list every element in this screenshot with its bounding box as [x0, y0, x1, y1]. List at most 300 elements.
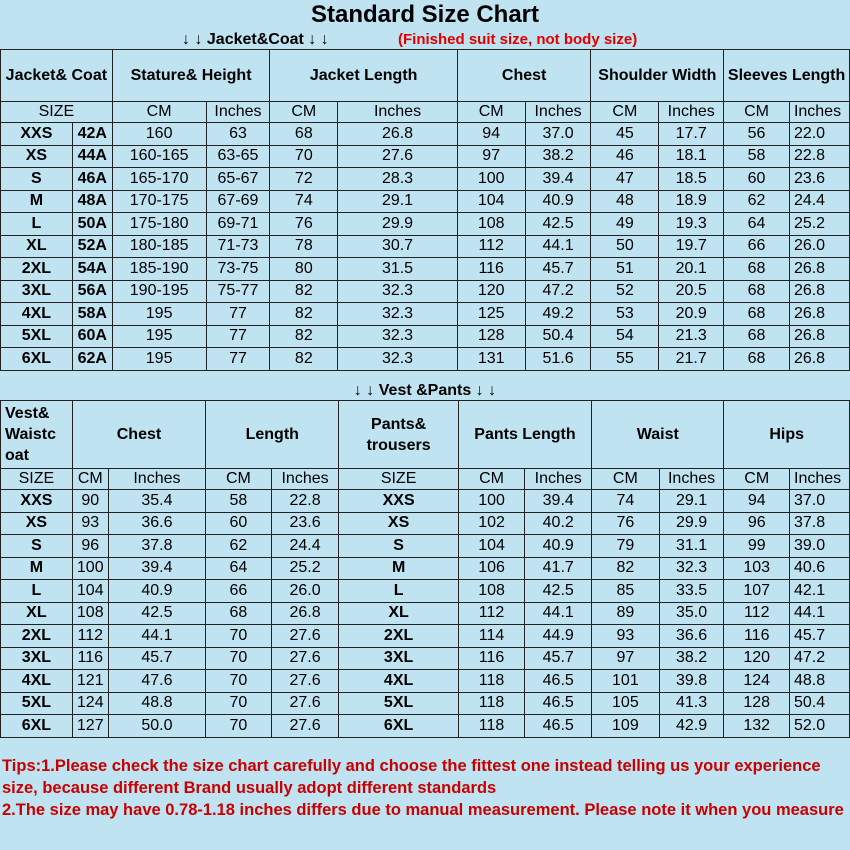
units-cell: CM — [72, 469, 108, 490]
value-cell: 70 — [206, 670, 272, 693]
units-cell: Inches — [659, 102, 724, 123]
value-cell: 76 — [270, 213, 338, 236]
size-cell: 50A — [72, 213, 112, 236]
table-row — [1, 348, 850, 371]
size-cell: 62A — [72, 348, 112, 371]
value-cell: 29.1 — [659, 490, 724, 513]
jacket-units-row — [1, 102, 850, 123]
value-cell: 46.5 — [525, 670, 592, 693]
value-cell: 44.1 — [525, 235, 591, 258]
value-cell: 33.5 — [659, 580, 724, 603]
value-cell: 28.3 — [338, 168, 458, 191]
value-cell: 118 — [458, 670, 525, 693]
value-cell: 58 — [724, 145, 790, 168]
table-row — [1, 213, 850, 236]
value-cell: 105 — [592, 692, 660, 715]
value-cell: 68 — [206, 602, 272, 625]
value-cell: 190-195 — [112, 280, 206, 303]
value-cell: 52.0 — [790, 715, 850, 738]
value-cell: 101 — [592, 670, 660, 693]
value-cell: 63 — [206, 123, 270, 146]
units-cell: SIZE — [1, 469, 73, 490]
units-cell: CM — [458, 469, 525, 490]
value-cell: 25.2 — [789, 213, 849, 236]
value-cell: 75-77 — [206, 280, 270, 303]
jacket-header-cell: Jacket& Coat — [1, 50, 113, 102]
value-cell: 71-73 — [206, 235, 270, 258]
value-cell: 60 — [724, 168, 790, 191]
size-cell: 6XL — [339, 715, 458, 738]
value-cell: 17.7 — [659, 123, 724, 146]
value-cell: 48 — [591, 190, 659, 213]
value-cell: 102 — [458, 512, 525, 535]
value-cell: 64 — [206, 557, 272, 580]
value-cell: 32.3 — [338, 348, 458, 371]
value-cell: 116 — [457, 258, 525, 281]
value-cell: 97 — [457, 145, 525, 168]
value-cell: 31.1 — [659, 535, 724, 558]
jacket-header-cell: Sleeves Length — [724, 50, 850, 102]
value-cell: 108 — [457, 213, 525, 236]
value-cell: 62 — [206, 535, 272, 558]
value-cell: 40.2 — [525, 512, 592, 535]
value-cell: 165-170 — [112, 168, 206, 191]
value-cell: 42.9 — [659, 715, 724, 738]
units-cell: CM — [592, 469, 660, 490]
value-cell: 120 — [724, 647, 790, 670]
units-cell: Inches — [525, 102, 591, 123]
value-cell: 67-69 — [206, 190, 270, 213]
size-cell: XL — [339, 602, 458, 625]
size-cell: XL — [1, 602, 73, 625]
value-cell: 132 — [724, 715, 790, 738]
tip-1: Tips:1.Please check the size chart carefully and choose the fittest one instead telling us your experience size, because different Brand usually adopt different standards — [2, 757, 821, 797]
table-row — [1, 325, 850, 348]
vest-header-cell: Vest& Waistc oat — [1, 401, 73, 469]
value-cell: 68 — [270, 123, 338, 146]
value-cell: 56 — [724, 123, 790, 146]
value-cell: 160 — [112, 123, 206, 146]
value-cell: 38.2 — [659, 647, 724, 670]
size-cell: 6XL — [1, 715, 73, 738]
value-cell: 124 — [724, 670, 790, 693]
pants-header-cell: Pants Length — [458, 401, 591, 469]
table-row — [1, 190, 850, 213]
table-row — [1, 602, 850, 625]
value-cell: 18.5 — [659, 168, 724, 191]
value-cell: 42.5 — [108, 602, 205, 625]
value-cell: 21.3 — [659, 325, 724, 348]
value-cell: 46.5 — [525, 715, 592, 738]
value-cell: 27.6 — [271, 692, 339, 715]
value-cell: 82 — [270, 348, 338, 371]
value-cell: 50.4 — [525, 325, 591, 348]
table-row — [1, 625, 850, 648]
value-cell: 22.8 — [271, 490, 339, 513]
size-cell: XXS — [1, 490, 73, 513]
value-cell: 107 — [724, 580, 790, 603]
units-cell: Inches — [789, 102, 849, 123]
value-cell: 37.8 — [108, 535, 205, 558]
jacket-section-note: (Finished suit size, not body size) — [398, 31, 638, 48]
value-cell: 47.2 — [790, 647, 850, 670]
tips-block — [2, 755, 848, 821]
value-cell: 32.3 — [659, 557, 724, 580]
value-cell: 51.6 — [525, 348, 591, 371]
value-cell: 52 — [591, 280, 659, 303]
value-cell: 112 — [724, 602, 790, 625]
value-cell: 82 — [270, 280, 338, 303]
value-cell: 27.6 — [271, 625, 339, 648]
table-row — [1, 235, 850, 258]
value-cell: 37.0 — [790, 490, 850, 513]
value-cell: 42.5 — [525, 580, 592, 603]
value-cell: 24.4 — [789, 190, 849, 213]
pants-header-cell: Pants& trousers — [339, 401, 458, 469]
vest-header-cell: Chest — [72, 401, 205, 469]
value-cell: 104 — [72, 580, 108, 603]
value-cell: 128 — [724, 692, 790, 715]
value-cell: 26.8 — [789, 258, 849, 281]
size-cell: 5XL — [1, 325, 73, 348]
size-cell: XXS — [1, 123, 73, 146]
value-cell: 90 — [72, 490, 108, 513]
value-cell: 131 — [457, 348, 525, 371]
value-cell: 29.9 — [659, 512, 724, 535]
size-cell: 5XL — [1, 692, 73, 715]
value-cell: 120 — [457, 280, 525, 303]
value-cell: 39.0 — [790, 535, 850, 558]
value-cell: 19.3 — [659, 213, 724, 236]
value-cell: 62 — [724, 190, 790, 213]
size-cell: L — [1, 580, 73, 603]
value-cell: 48.8 — [108, 692, 205, 715]
value-cell: 44.1 — [108, 625, 205, 648]
size-cell: 2XL — [339, 625, 458, 648]
value-cell: 26.8 — [271, 602, 339, 625]
value-cell: 68 — [724, 258, 790, 281]
table-row — [1, 303, 850, 326]
value-cell: 40.6 — [790, 557, 850, 580]
value-cell: 77 — [206, 348, 270, 371]
value-cell: 51 — [591, 258, 659, 281]
units-cell: CM — [724, 469, 790, 490]
value-cell: 175-180 — [112, 213, 206, 236]
value-cell: 70 — [206, 625, 272, 648]
size-cell: 2XL — [1, 625, 73, 648]
value-cell: 45.7 — [525, 258, 591, 281]
value-cell: 121 — [72, 670, 108, 693]
value-cell: 82 — [270, 303, 338, 326]
value-cell: 42.5 — [525, 213, 591, 236]
value-cell: 170-175 — [112, 190, 206, 213]
units-cell: SIZE — [339, 469, 458, 490]
units-cell: CM — [270, 102, 338, 123]
value-cell: 93 — [592, 625, 660, 648]
size-cell: XS — [339, 512, 458, 535]
units-cell: CM — [457, 102, 525, 123]
value-cell: 39.4 — [108, 557, 205, 580]
vest-section-label: ↓ ↓ Vest &Pants ↓ ↓ — [353, 382, 497, 399]
value-cell: 31.5 — [338, 258, 458, 281]
value-cell: 116 — [72, 647, 108, 670]
table-row — [1, 168, 850, 191]
size-cell: 6XL — [1, 348, 73, 371]
jacket-size-table — [0, 49, 850, 371]
value-cell: 116 — [458, 647, 525, 670]
value-cell: 53 — [591, 303, 659, 326]
value-cell: 47 — [591, 168, 659, 191]
value-cell: 116 — [724, 625, 790, 648]
value-cell: 27.6 — [271, 715, 339, 738]
size-cell: 4XL — [1, 670, 73, 693]
value-cell: 49 — [591, 213, 659, 236]
tip-2: 2.The size may have 0.78-1.18 inches differs due to manual measurement. Please note it when you measure — [2, 801, 844, 819]
value-cell: 180-185 — [112, 235, 206, 258]
table-row — [1, 280, 850, 303]
size-cell: M — [339, 557, 458, 580]
size-cell: 42A — [72, 123, 112, 146]
value-cell: 104 — [458, 535, 525, 558]
jacket-section-header — [0, 31, 850, 49]
size-cell: XS — [1, 145, 73, 168]
value-cell: 39.4 — [525, 490, 592, 513]
table-row — [1, 145, 850, 168]
value-cell: 89 — [592, 602, 660, 625]
value-cell: 74 — [592, 490, 660, 513]
value-cell: 44.9 — [525, 625, 592, 648]
value-cell: 40.9 — [108, 580, 205, 603]
value-cell: 96 — [724, 512, 790, 535]
jacket-header-cell: Shoulder Width — [591, 50, 724, 102]
size-cell: 56A — [72, 280, 112, 303]
value-cell: 106 — [458, 557, 525, 580]
size-cell: M — [1, 190, 73, 213]
value-cell: 63-65 — [206, 145, 270, 168]
value-cell: 40.9 — [525, 190, 591, 213]
value-cell: 36.6 — [108, 512, 205, 535]
value-cell: 41.3 — [659, 692, 724, 715]
value-cell: 26.8 — [789, 348, 849, 371]
units-cell: Inches — [338, 102, 458, 123]
value-cell: 79 — [592, 535, 660, 558]
table-row — [1, 580, 850, 603]
value-cell: 36.6 — [659, 625, 724, 648]
size-cell: S — [339, 535, 458, 558]
value-cell: 55 — [591, 348, 659, 371]
value-cell: 68 — [724, 280, 790, 303]
value-cell: 100 — [457, 168, 525, 191]
value-cell: 70 — [270, 145, 338, 168]
value-cell: 58 — [206, 490, 272, 513]
units-cell: CM — [724, 102, 790, 123]
size-cell: 52A — [72, 235, 112, 258]
size-cell: XS — [1, 512, 73, 535]
value-cell: 22.8 — [789, 145, 849, 168]
size-cell: 3XL — [1, 647, 73, 670]
value-cell: 82 — [270, 325, 338, 348]
vest-header-cell: Length — [206, 401, 339, 469]
size-cell: 4XL — [339, 670, 458, 693]
value-cell: 26.8 — [789, 303, 849, 326]
value-cell: 54 — [591, 325, 659, 348]
size-cell: L — [339, 580, 458, 603]
value-cell: 50.0 — [108, 715, 205, 738]
pants-header-cell: Hips — [724, 401, 850, 469]
value-cell: 23.6 — [271, 512, 339, 535]
value-cell: 195 — [112, 325, 206, 348]
value-cell: 45.7 — [790, 625, 850, 648]
value-cell: 46 — [591, 145, 659, 168]
value-cell: 27.6 — [338, 145, 458, 168]
value-cell: 74 — [270, 190, 338, 213]
value-cell: 48.8 — [790, 670, 850, 693]
value-cell: 68 — [724, 348, 790, 371]
value-cell: 66 — [206, 580, 272, 603]
value-cell: 27.6 — [271, 647, 339, 670]
value-cell: 77 — [206, 303, 270, 326]
units-cell: Inches — [108, 469, 205, 490]
value-cell: 32.3 — [338, 325, 458, 348]
table-row — [1, 692, 850, 715]
value-cell: 47.2 — [525, 280, 591, 303]
value-cell: 20.5 — [659, 280, 724, 303]
value-cell: 66 — [724, 235, 790, 258]
table-row — [1, 670, 850, 693]
size-cell: 3XL — [339, 647, 458, 670]
units-cell: CM — [112, 102, 206, 123]
value-cell: 60 — [206, 512, 272, 535]
value-cell: 160-165 — [112, 145, 206, 168]
value-cell: 32.3 — [338, 303, 458, 326]
size-cell: 54A — [72, 258, 112, 281]
units-cell: Inches — [525, 469, 592, 490]
units-cell: Inches — [206, 102, 270, 123]
size-cell: 2XL — [1, 258, 73, 281]
value-cell: 70 — [206, 647, 272, 670]
jacket-section-label: ↓ ↓ Jacket&Coat ↓ ↓ — [182, 31, 329, 48]
value-cell: 37.0 — [525, 123, 591, 146]
value-cell: 29.9 — [338, 213, 458, 236]
value-cell: 44.1 — [525, 602, 592, 625]
value-cell: 20.1 — [659, 258, 724, 281]
value-cell: 18.1 — [659, 145, 724, 168]
jacket-header-row — [1, 50, 850, 102]
value-cell: 46.5 — [525, 692, 592, 715]
value-cell: 25.2 — [271, 557, 339, 580]
value-cell: 99 — [724, 535, 790, 558]
value-cell: 70 — [206, 715, 272, 738]
value-cell: 50 — [591, 235, 659, 258]
value-cell: 26.8 — [789, 325, 849, 348]
value-cell: 76 — [592, 512, 660, 535]
value-cell: 20.9 — [659, 303, 724, 326]
value-cell: 103 — [724, 557, 790, 580]
units-cell: Inches — [271, 469, 339, 490]
value-cell: 124 — [72, 692, 108, 715]
units-cell: SIZE — [1, 102, 113, 123]
value-cell: 39.8 — [659, 670, 724, 693]
vest-pants-size-table — [0, 400, 850, 738]
value-cell: 104 — [457, 190, 525, 213]
value-cell: 40.9 — [525, 535, 592, 558]
table-row — [1, 258, 850, 281]
value-cell: 78 — [270, 235, 338, 258]
value-cell: 70 — [206, 692, 272, 715]
value-cell: 24.4 — [271, 535, 339, 558]
value-cell: 127 — [72, 715, 108, 738]
value-cell: 112 — [458, 602, 525, 625]
value-cell: 68 — [724, 303, 790, 326]
value-cell: 35.4 — [108, 490, 205, 513]
value-cell: 30.7 — [338, 235, 458, 258]
value-cell: 93 — [72, 512, 108, 535]
size-cell: 58A — [72, 303, 112, 326]
units-cell: CM — [206, 469, 272, 490]
value-cell: 45.7 — [108, 647, 205, 670]
table-row — [1, 557, 850, 580]
value-cell: 39.4 — [525, 168, 591, 191]
value-cell: 97 — [592, 647, 660, 670]
value-cell: 96 — [72, 535, 108, 558]
value-cell: 108 — [458, 580, 525, 603]
size-cell: 44A — [72, 145, 112, 168]
value-cell: 38.2 — [525, 145, 591, 168]
size-cell: 60A — [72, 325, 112, 348]
value-cell: 18.9 — [659, 190, 724, 213]
value-cell: 112 — [457, 235, 525, 258]
jacket-header-cell: Stature& Height — [112, 50, 270, 102]
jacket-header-cell: Chest — [457, 50, 591, 102]
value-cell: 32.3 — [338, 280, 458, 303]
size-cell: S — [1, 168, 73, 191]
value-cell: 21.7 — [659, 348, 724, 371]
value-cell: 19.7 — [659, 235, 724, 258]
value-cell: 125 — [457, 303, 525, 326]
units-cell: Inches — [790, 469, 850, 490]
value-cell: 23.6 — [789, 168, 849, 191]
size-cell: 48A — [72, 190, 112, 213]
value-cell: 29.1 — [338, 190, 458, 213]
value-cell: 47.6 — [108, 670, 205, 693]
vest-section-header — [0, 382, 850, 400]
value-cell: 45.7 — [525, 647, 592, 670]
value-cell: 100 — [458, 490, 525, 513]
value-cell: 80 — [270, 258, 338, 281]
value-cell: 128 — [457, 325, 525, 348]
value-cell: 65-67 — [206, 168, 270, 191]
size-cell: 5XL — [339, 692, 458, 715]
size-cell: L — [1, 213, 73, 236]
value-cell: 109 — [592, 715, 660, 738]
value-cell: 50.4 — [790, 692, 850, 715]
value-cell: 77 — [206, 325, 270, 348]
value-cell: 195 — [112, 348, 206, 371]
size-cell: XXS — [339, 490, 458, 513]
size-cell: 3XL — [1, 280, 73, 303]
value-cell: 72 — [270, 168, 338, 191]
table-row — [1, 490, 850, 513]
value-cell: 26.0 — [271, 580, 339, 603]
table-row — [1, 647, 850, 670]
value-cell: 94 — [457, 123, 525, 146]
table-row — [1, 535, 850, 558]
value-cell: 118 — [458, 715, 525, 738]
value-cell: 69-71 — [206, 213, 270, 236]
value-cell: 108 — [72, 602, 108, 625]
value-cell: 22.0 — [789, 123, 849, 146]
size-cell: S — [1, 535, 73, 558]
